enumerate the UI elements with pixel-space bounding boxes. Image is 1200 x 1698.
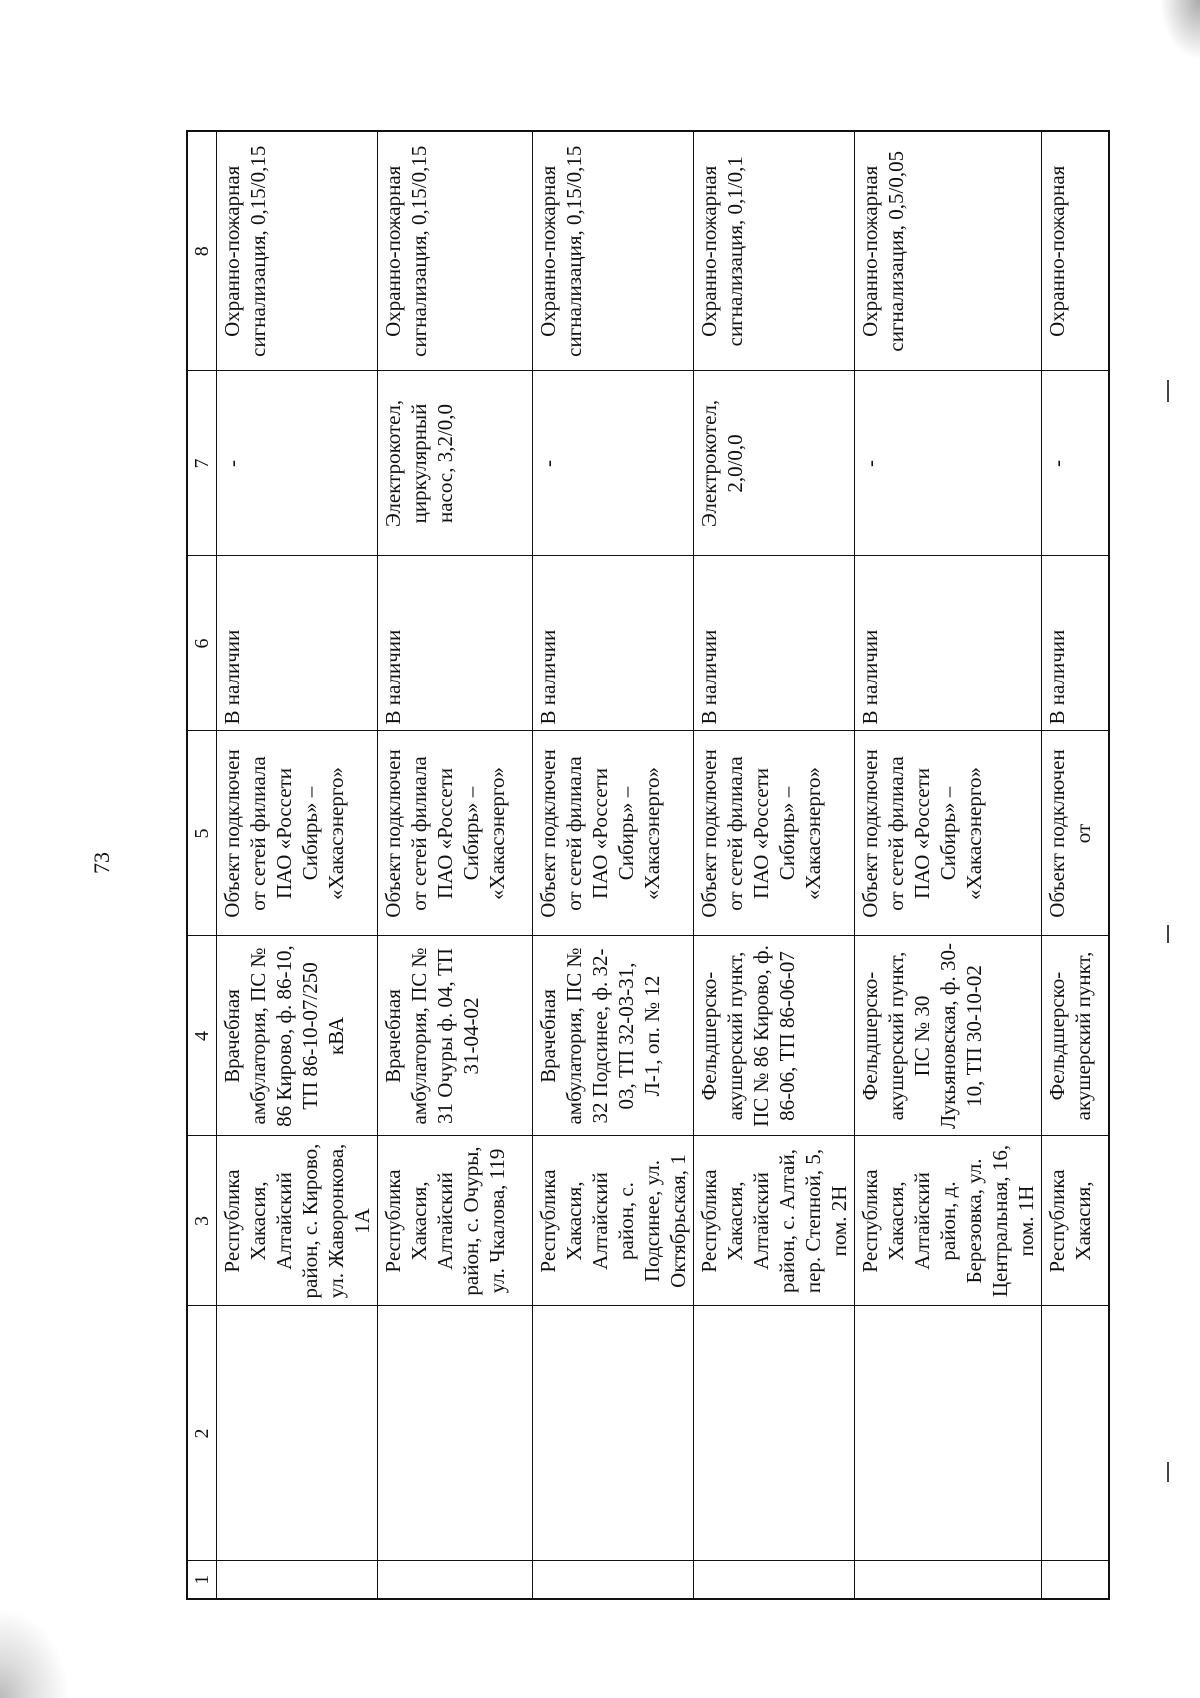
cell-alarm: Охранно-пожарная сигнализация, 0,1/0,1 [694, 131, 855, 371]
cell-address: Республика Хакасия, [1042, 1136, 1110, 1306]
table-row [217, 131, 378, 1599]
scan-artifact-mark [1167, 925, 1169, 943]
cell-number [378, 1561, 533, 1599]
scan-corner-shadow [0, 1608, 70, 1698]
header-col-2: 2 [187, 1306, 217, 1561]
header-col-4: 4 [187, 936, 217, 1136]
cell-alarm: Охранно-пожарная сигнализация, 0,5/0,05 [855, 131, 1042, 371]
scan-artifact-mark [1167, 380, 1169, 402]
cell-number [1042, 1561, 1110, 1599]
rotated-table-container [186, 132, 1095, 1600]
cell-alarm: Охранно-пожарная сигнализация, 0,15/0,15 [533, 131, 694, 371]
header-col-8: 8 [187, 131, 217, 371]
cell-number [217, 1561, 378, 1599]
header-col-3: 3 [187, 1136, 217, 1306]
cell-connection: Объект подключен от сетей филиала ПАО «Россети Сибирь» – «Хакасэнерго» [533, 731, 694, 936]
cell-connection: Объект подключен от сетей филиала ПАО «Россети Сибирь» – «Хакасэнерго» [855, 731, 1042, 936]
cell-equipment: - [855, 371, 1042, 556]
cell-connection: Объект подключен от сетей филиала ПАО «Россети Сибирь» – «Хакасэнерго» [217, 731, 378, 936]
cell-name [694, 1306, 855, 1561]
cell-address: Республика Хакасия, Алтайский район, с. Кирово, ул. Жаворонкова, 1А [217, 1136, 378, 1306]
header-col-7: 7 [187, 371, 217, 556]
header-col-6: 6 [187, 556, 217, 731]
page-number: 73 [89, 852, 114, 874]
cell-facility: Врачебная амбулатория, ПС № 32 Подсинее, ф. 32-03, ТП 32-03-31, Л-1, оп. № 12 [533, 936, 694, 1136]
cell-availability: В наличии [217, 556, 378, 731]
cell-availability: В наличии [533, 556, 694, 731]
cell-connection: Объект подключен от сетей филиала ПАО «Россети Сибирь» – «Хакасэнерго» [694, 731, 855, 936]
cell-equipment: Электрокотел, циркулярный насос, 3,2/0,0 [378, 371, 533, 556]
cell-facility: Фельдшерско-акушерский пункт, [1042, 936, 1110, 1136]
table-row [1042, 131, 1110, 1599]
cell-facility: Врачебная амбулатория, ПС № 86 Кирово, ф. 86-10, ТП 86-10-07/250 кВА [217, 936, 378, 1136]
table-row [855, 131, 1042, 1599]
cell-facility: Врачебная амбулатория, ПС № 31 Очуры ф. 04, ТП 31-04-02 [378, 936, 533, 1136]
cell-alarm: Охранно-пожарная сигнализация, 0,15/0,15 [217, 131, 378, 371]
cell-availability: В наличии [855, 556, 1042, 731]
header-row [187, 131, 217, 1599]
cell-connection: Объект подключен от сетей филиала ПАО «Россети Сибирь» – «Хакасэнерго» [378, 731, 533, 936]
cell-equipment: - [217, 371, 378, 556]
cell-availability: В наличии [378, 556, 533, 731]
cell-number [533, 1561, 694, 1599]
table-row [533, 131, 694, 1599]
cell-connection: Объект подключен от [1042, 731, 1110, 936]
table-row [694, 131, 855, 1599]
data-table [186, 130, 1110, 1600]
cell-name [855, 1306, 1042, 1561]
cell-name [1042, 1306, 1110, 1561]
cell-address: Республика Хакасия, Алтайский район, с. Алтай, пер. Степной, 5, пом. 2Н [694, 1136, 855, 1306]
cell-availability: В наличии [1042, 556, 1110, 731]
cell-name [533, 1306, 694, 1561]
cell-address: Республика Хакасия, Алтайский район, д. Березовка, ул. Центральная, 16, пом. 1Н [855, 1136, 1042, 1306]
cell-name [217, 1306, 378, 1561]
cell-alarm: Охранно-пожарная сигнализация, 0,15/0,15 [378, 131, 533, 371]
cell-number [694, 1561, 855, 1599]
cell-number [855, 1561, 1042, 1599]
scan-artifact-mark [1167, 1462, 1169, 1482]
cell-availability: В наличии [694, 556, 855, 731]
cell-address: Республика Хакасия, Алтайский район, с. Подсинее, ул. Октябрьская, 1 [533, 1136, 694, 1306]
cell-equipment: - [533, 371, 694, 556]
cell-facility: Фельдшерско-акушерский пункт, ПС № 86 Кирово, ф. 86-06, ТП 86-06-07 [694, 936, 855, 1136]
scan-corner-shadow [1160, 0, 1200, 60]
header-col-5: 5 [187, 731, 217, 936]
cell-facility: Фельдшерско-акушерский пункт, ПС № 30 Лукьяновская, ф. 30-10, ТП 30-10-02 [855, 936, 1042, 1136]
cell-equipment: Электрокотел, 2,0/0,0 [694, 371, 855, 556]
cell-address: Республика Хакасия, Алтайский район, с. Очуры, ул. Чкалова, 119 [378, 1136, 533, 1306]
cell-name [378, 1306, 533, 1561]
header-col-1: 1 [187, 1561, 217, 1599]
cell-alarm: Охранно-пожарная [1042, 131, 1110, 371]
table-row [378, 131, 533, 1599]
cell-equipment: - [1042, 371, 1110, 556]
